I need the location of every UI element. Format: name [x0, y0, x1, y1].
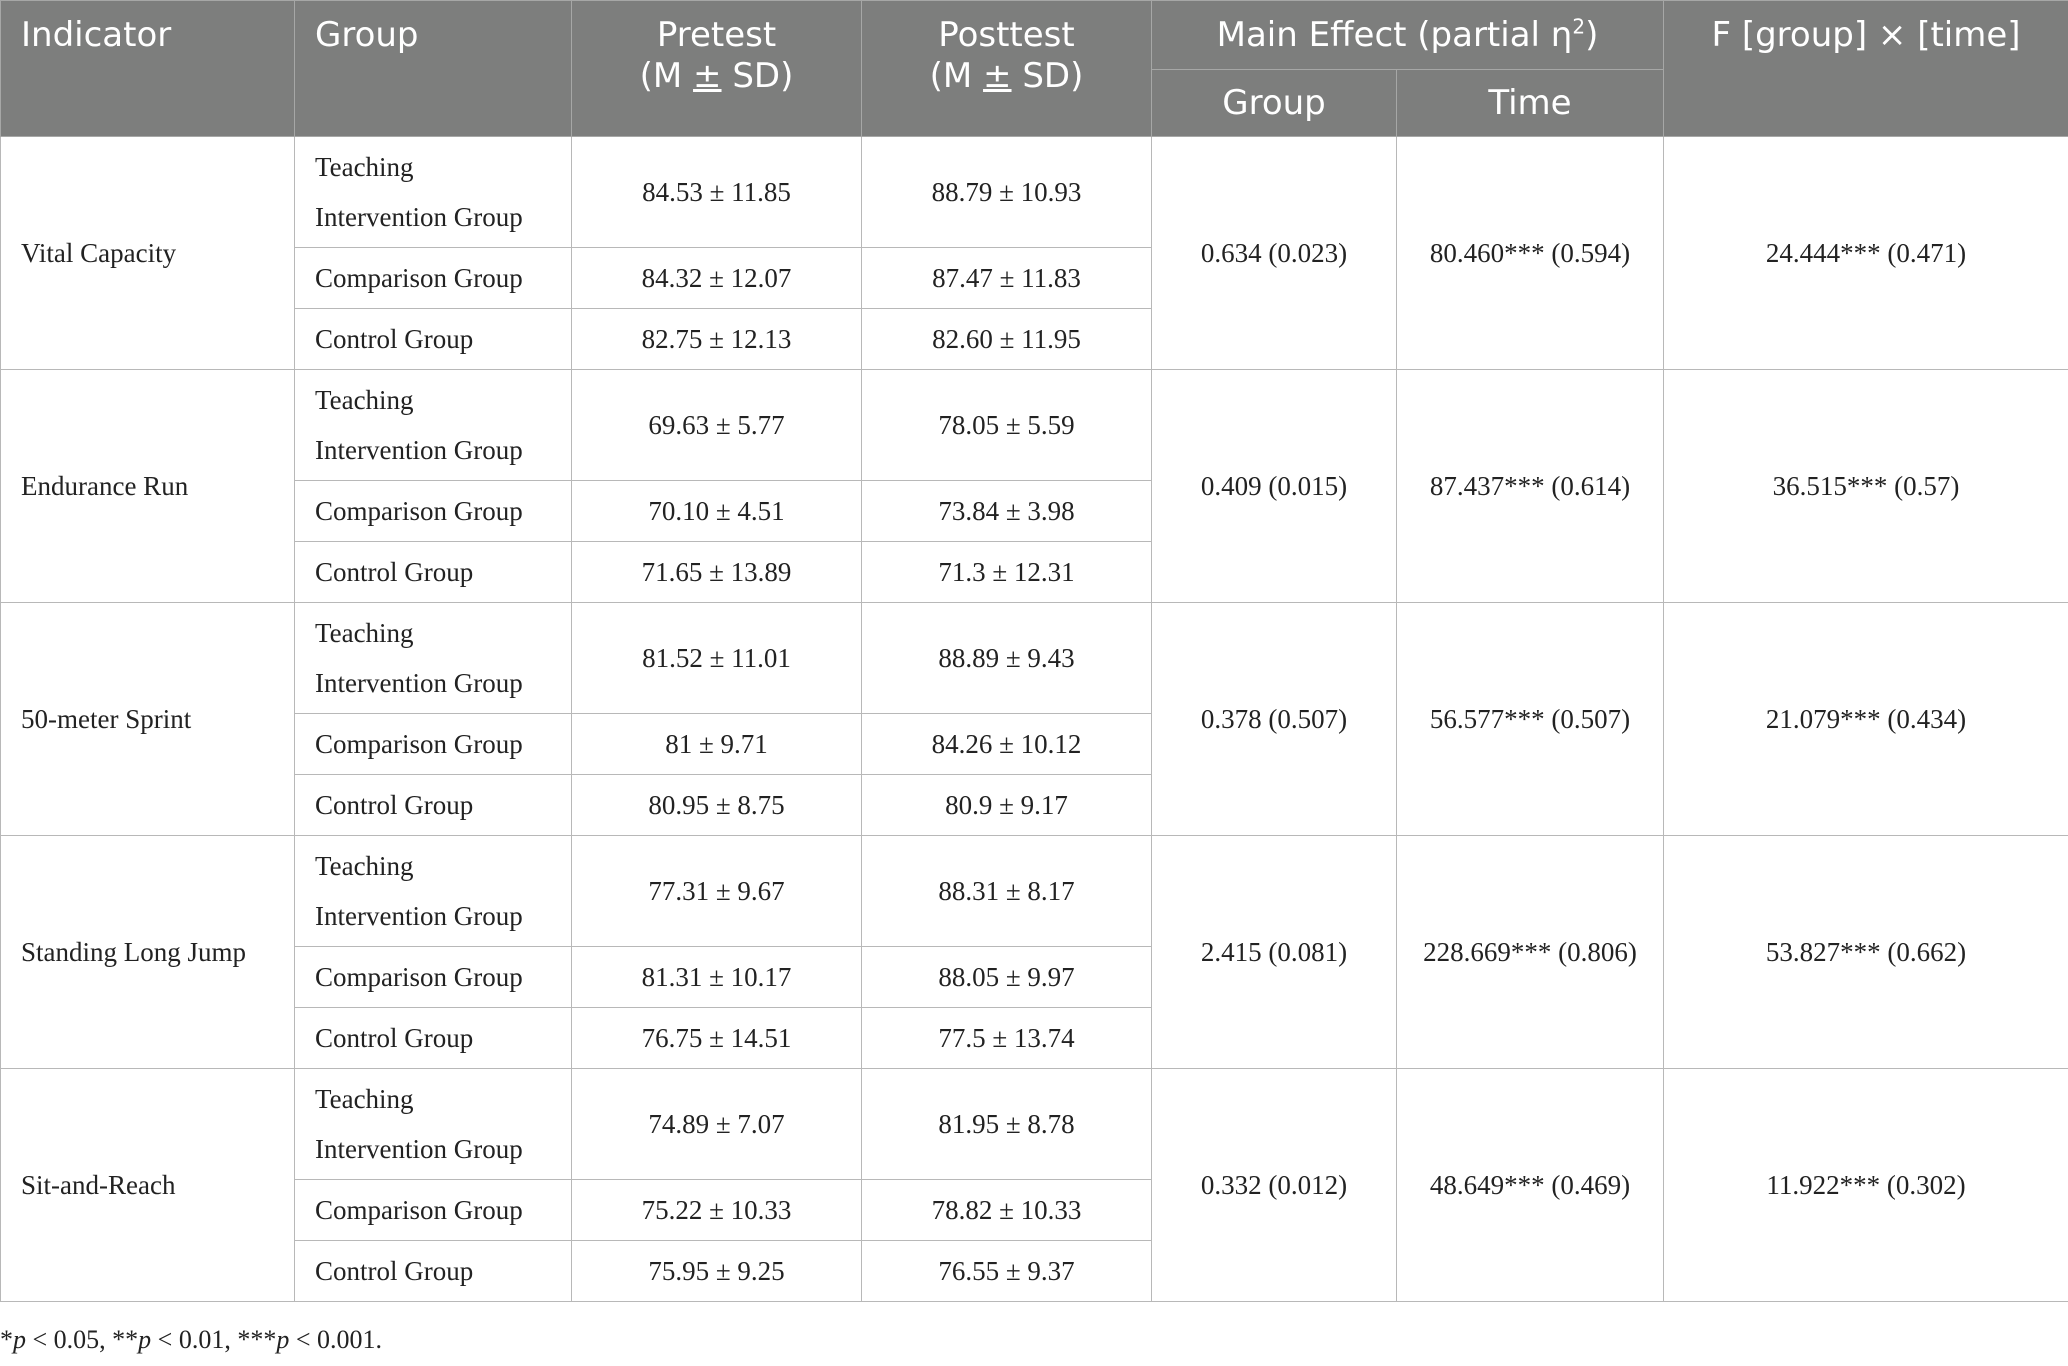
indicator-cell: Sit-and-Reach: [1, 1069, 295, 1302]
group-cell: [295, 137, 572, 248]
table-row: [1, 603, 2068, 714]
footnote-p: p: [276, 1325, 290, 1354]
group-effect-cell: 0.378 (0.507): [1152, 603, 1397, 836]
posttest-cell: 88.79 ± 10.93: [862, 137, 1152, 248]
interaction-cell: 53.827*** (0.662): [1664, 836, 2068, 1069]
group-cell: [295, 1069, 572, 1180]
header-posttest-m: (M: [929, 56, 984, 96]
header-pretest: [572, 1, 862, 137]
header-group: Group: [295, 1, 572, 137]
header-posttest-line1: Posttest: [938, 15, 1075, 55]
indicator-cell: Vital Capacity: [1, 137, 295, 370]
group-label-line2: Intervention Group: [315, 435, 523, 465]
posttest-cell: 84.26 ± 10.12: [862, 714, 1152, 775]
time-effect-cell: 87.437*** (0.614): [1397, 370, 1664, 603]
header-sub-time: Time: [1397, 70, 1664, 137]
posttest-cell: 88.89 ± 9.43: [862, 603, 1152, 714]
group-cell: Control Group: [295, 542, 572, 603]
pretest-cell: 77.31 ± 9.67: [572, 836, 862, 947]
header-main-effect-text: Main Effect (partial η: [1216, 14, 1573, 55]
group-label-line2: Intervention Group: [315, 668, 523, 698]
group-cell: Comparison Group: [295, 248, 572, 309]
group-label-line2: Intervention Group: [315, 1134, 523, 1164]
time-effect-cell: 48.649*** (0.469): [1397, 1069, 1664, 1302]
interaction-cell: 36.515*** (0.57): [1664, 370, 2068, 603]
group-cell: Control Group: [295, 1008, 572, 1069]
group-cell: [295, 370, 572, 481]
posttest-cell: 77.5 ± 13.74: [862, 1008, 1152, 1069]
posttest-cell: 76.55 ± 9.37: [862, 1241, 1152, 1302]
footnote-p: p: [138, 1325, 152, 1354]
group-label-line1: Teaching: [315, 1084, 414, 1114]
posttest-cell: 81.95 ± 8.78: [862, 1069, 1152, 1180]
header-main-effect-sup: 2: [1572, 14, 1586, 39]
group-cell: Control Group: [295, 775, 572, 836]
pretest-cell: 70.10 ± 4.51: [572, 481, 862, 542]
pretest-cell: 76.75 ± 14.51: [572, 1008, 862, 1069]
interaction-cell: 21.079*** (0.434): [1664, 603, 2068, 836]
pretest-cell: 69.63 ± 5.77: [572, 370, 862, 481]
pretest-cell: 75.95 ± 9.25: [572, 1241, 862, 1302]
header-pretest-pm: ±: [693, 56, 722, 96]
indicator-cell: 50-meter Sprint: [1, 603, 295, 836]
pretest-cell: 84.53 ± 11.85: [572, 137, 862, 248]
group-label-line1: Teaching: [315, 618, 414, 648]
group-label-line1: Teaching: [315, 152, 414, 182]
footnote-text: < 0.05, **: [26, 1325, 139, 1354]
group-cell: Comparison Group: [295, 947, 572, 1008]
posttest-cell: 87.47 ± 11.83: [862, 248, 1152, 309]
posttest-cell: 71.3 ± 12.31: [862, 542, 1152, 603]
header-pretest-sd: SD): [721, 56, 794, 96]
pretest-cell: 81.31 ± 10.17: [572, 947, 862, 1008]
header-interaction: F [group] × [time]: [1664, 1, 2068, 137]
table-header: [1, 1, 2068, 137]
header-sub-group: Group: [1152, 70, 1397, 137]
interaction-cell: 11.922*** (0.302): [1664, 1069, 2068, 1302]
header-posttest: [862, 1, 1152, 137]
footnote-p: p: [13, 1325, 26, 1354]
posttest-cell: 88.31 ± 8.17: [862, 836, 1152, 947]
table-row: [1, 370, 2068, 481]
header-posttest-pm: ±: [983, 56, 1012, 96]
table-row: [1, 836, 2068, 947]
group-cell: Comparison Group: [295, 481, 572, 542]
header-main-effect-close: ): [1585, 14, 1599, 55]
posttest-cell: 78.82 ± 10.33: [862, 1180, 1152, 1241]
time-effect-cell: 228.669*** (0.806): [1397, 836, 1664, 1069]
group-label-line1: Teaching: [315, 851, 414, 881]
group-effect-cell: 0.409 (0.015): [1152, 370, 1397, 603]
pretest-cell: 81.52 ± 11.01: [572, 603, 862, 714]
group-cell: Comparison Group: [295, 1180, 572, 1241]
pretest-cell: 81 ± 9.71: [572, 714, 862, 775]
table-row: [1, 137, 2068, 248]
table-body: [1, 137, 2068, 1302]
group-effect-cell: 0.332 (0.012): [1152, 1069, 1397, 1302]
group-label-line2: Intervention Group: [315, 202, 523, 232]
group-cell: [295, 603, 572, 714]
time-effect-cell: 80.460*** (0.594): [1397, 137, 1664, 370]
time-effect-cell: 56.577*** (0.507): [1397, 603, 1664, 836]
pretest-cell: 84.32 ± 12.07: [572, 248, 862, 309]
indicator-cell: Endurance Run: [1, 370, 295, 603]
group-cell: Control Group: [295, 309, 572, 370]
indicator-cell: Standing Long Jump: [1, 836, 295, 1069]
header-pretest-line1: Pretest: [656, 15, 777, 55]
header-pretest-m: (M: [639, 56, 694, 96]
interaction-cell: 24.444*** (0.471): [1664, 137, 2068, 370]
pretest-cell: 74.89 ± 7.07: [572, 1069, 862, 1180]
header-posttest-sd: SD): [1011, 56, 1084, 96]
footnote: [0, 1325, 382, 1355]
posttest-cell: 82.60 ± 11.95: [862, 309, 1152, 370]
footnote-star: *: [0, 1325, 13, 1354]
posttest-cell: 80.9 ± 9.17: [862, 775, 1152, 836]
table-row: [1, 1069, 2068, 1180]
posttest-cell: 73.84 ± 3.98: [862, 481, 1152, 542]
group-cell: [295, 836, 572, 947]
footnote-text: < 0.01, ***: [151, 1325, 277, 1354]
group-label-line1: Teaching: [315, 385, 414, 415]
footnote-text: < 0.001.: [289, 1325, 383, 1354]
header-posttest-line2: [862, 56, 1151, 97]
group-effect-cell: 2.415 (0.081): [1152, 836, 1397, 1069]
pretest-cell: 71.65 ± 13.89: [572, 542, 862, 603]
pretest-cell: 80.95 ± 8.75: [572, 775, 862, 836]
group-effect-cell: 0.634 (0.023): [1152, 137, 1397, 370]
header-main-effect: [1152, 1, 1664, 70]
header-indicator: Indicator: [1, 1, 295, 137]
pretest-cell: 82.75 ± 12.13: [572, 309, 862, 370]
header-pretest-line2: [572, 56, 861, 97]
pretest-cell: 75.22 ± 10.33: [572, 1180, 862, 1241]
posttest-cell: 88.05 ± 9.97: [862, 947, 1152, 1008]
group-label-line2: Intervention Group: [315, 901, 523, 931]
posttest-cell: 78.05 ± 5.59: [862, 370, 1152, 481]
group-cell: Comparison Group: [295, 714, 572, 775]
group-cell: Control Group: [295, 1241, 572, 1302]
